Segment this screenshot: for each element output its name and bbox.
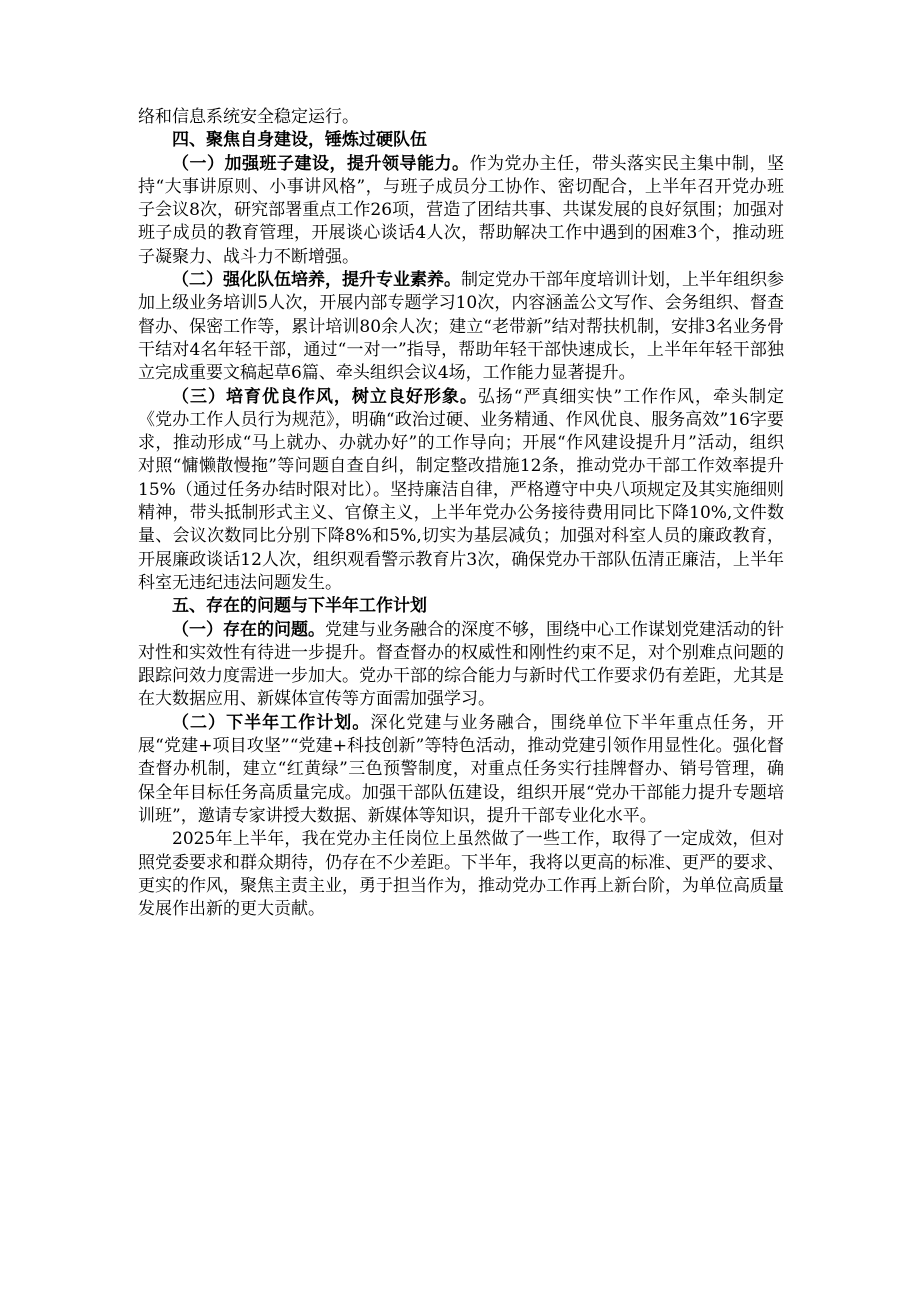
conclusion-paragraph: 2025年上半年，我在党办主任岗位上虽然做了一些工作，取得了一定成效，但对照党委要求和群众期待，仍存在不少差距。下半年，我将以更高的标准、更严的要求、更实的作风，聚焦主责主业，勇于担当作为，推动党办工作再上新台阶，为单位高质量发展作出新的更大贡献。 (138, 829, 784, 920)
section-5-heading: 五、存在的问题与下半年工作计划 (172, 596, 427, 617)
paragraph-lead: （一）存在的问题。 (172, 619, 325, 640)
section-4-paragraph-1 (138, 153, 784, 269)
paragraph-lead: （二）下半年工作计划。 (172, 712, 371, 733)
section-4-heading: 四、聚焦自身建设，锤炼过硬队伍 (172, 130, 427, 151)
paragraph-body: 作为党办主任，带头落实民主集中制，坚持“大事讲原则、小事讲风格”，与班子成员分工协作、密切配合，上半年召开党办班子会议8次，研究部署重点工作26项，营造了团结共事、共谋发展的良好氛围；加强对班子成员的教育管理，开展谈心谈话4人次，帮助解决工作中遇到的困难3个，推动班子凝聚力、战斗力不断增强。 (138, 153, 784, 267)
paragraph-lead: （三）培育优良作风，树立良好形象。 (172, 386, 478, 407)
paragraph-lead: （一）加强班子建设，提升领导能力。 (172, 153, 470, 174)
document-page (138, 106, 784, 921)
section-5-paragraph-2 (138, 712, 784, 828)
intro-fragment: 络和信息系统安全稳定运行。 (138, 107, 359, 127)
section-4-paragraph-2 (138, 269, 784, 385)
paragraph-body: 党建与业务融合的深度不够，围绕中心工作谋划党建活动的针对性和实效性有待进一步提升。督查督办的权威性和刚性约束不足，对个别难点问题的跟踪问效力度需进一步加大。党办干部的综合能力与新时代工作要求仍有差距，尤其是在大数据应用、新媒体宣传等方面需加强学习。 (138, 619, 784, 710)
section-5-paragraph-1 (138, 619, 784, 712)
paragraph-body: 制定党办干部年度培训计划，上半年组织参加上级业务培训5人次，开展内部专题学习10次，内容涵盖公文写作、会务组织、督查督办、保密工作等，累计培训80余人次；建立“老带新”结对帮扶机制，安排3名业务骨干结对4名年轻干部，通过“一对一”指导，帮助年轻干部快速成长，上半年年轻干部独立完成重要文稿起草6篇、牵头组织会议4场，工作能力显著提升。 (138, 270, 784, 384)
paragraph-body: 弘扬“严真细实快”工作作风，牵头制定《党办工作人员行为规范》，明确“政治过硬、业务精通、作风优良、服务高效”16字要求，推动形成“马上就办、办就办好”的工作导向；开展“作风建设提升月”活动，组织对照“慵懒散慢拖”等问题自查自纠，制定整改措施12条，推动党办干部工作效率提升15%（通过任务办结时限对比）。坚持廉洁自律，严格遵守中央八项规定及其实施细则精神，带头抵制形式主义、官僚主义，上半年党办公务接待费用同比下降10%,文件数量、会议次数同比分别下降8%和5%,切实为基层减负；加强对科室人员的廉政教育，开展廉政谈话12人次，组织观看警示教育片3次，确保党办干部队伍清正廉洁，上半年科室无违纪违法问题发生。 (138, 386, 784, 593)
paragraph-body: 深化党建与业务融合，围绕单位下半年重点任务，开展“党建+项目攻坚”“党建+科技创新”等特色活动，推动党建引领作用显性化。强化督查督办机制，建立“红黄绿”三色预警制度，对重点任务实行挂牌督办、销号管理，确保全年目标任务高质量完成。加强干部队伍建设，组织开展“党办干部能力提升专题培训班”，邀请专家讲授大数据、新媒体等知识，提升干部专业化水平。 (138, 712, 785, 826)
paragraph-lead: （二）强化队伍培养，提升专业素养。 (172, 270, 461, 291)
section-4-paragraph-3 (138, 386, 784, 596)
